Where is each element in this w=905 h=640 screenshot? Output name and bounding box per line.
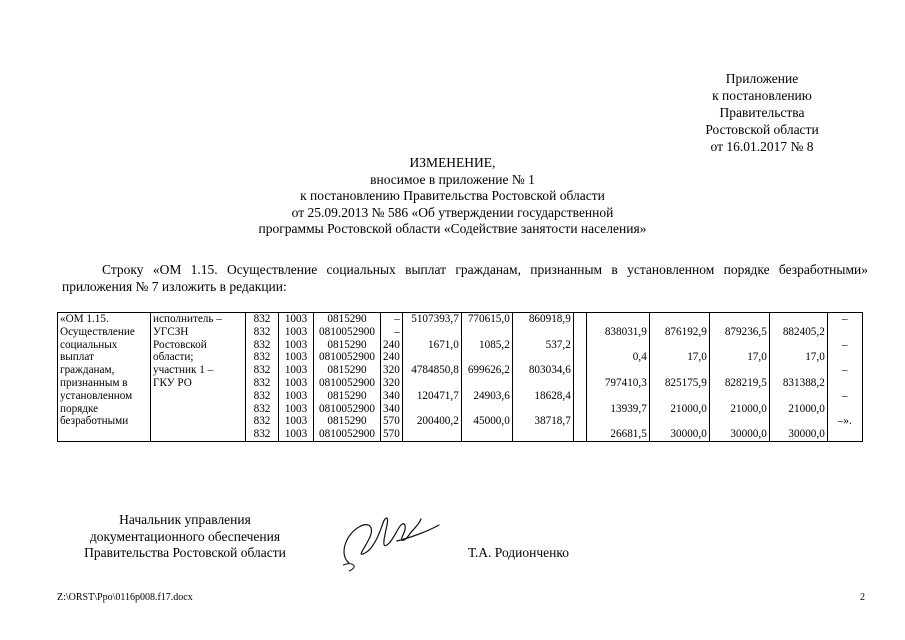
amount-cell: 803034,6 (512, 364, 573, 377)
amount-cell: 4784850,8 (402, 364, 461, 377)
amount-cell: 5107393,7 (402, 313, 461, 326)
amount-cell: 13939,7 (586, 403, 649, 416)
expense-type-cell: 340 (381, 403, 403, 416)
section-code-cell: 1003 (279, 428, 314, 441)
amount-cell: 882405,2 (769, 326, 827, 339)
handwritten-signature (335, 505, 445, 575)
appendix-line: от 16.01.2017 № 8 (710, 139, 814, 154)
amount-cell (649, 364, 709, 377)
amount-cell (512, 377, 573, 390)
amount-cell: 200400,2 (402, 415, 461, 428)
amount-cell (769, 364, 827, 377)
amount-cell (586, 364, 649, 377)
amount-cell: 828219,5 (709, 377, 769, 390)
heading-line: ИЗМЕНЕНИЕ, (409, 155, 496, 170)
budget-code-cell: 832 (246, 377, 279, 390)
target-article-cell: 0815290 (314, 339, 381, 352)
section-code-cell: 1003 (279, 403, 314, 416)
executor-cell: УГСЗН (151, 326, 246, 339)
section-code-cell: 1003 (279, 339, 314, 352)
amount-cell (461, 326, 512, 339)
measure-name-cell: социальных (58, 339, 151, 352)
table-row (58, 326, 863, 339)
amount-cell: 24903,6 (461, 390, 512, 403)
amount-cell: 1671,0 (402, 339, 461, 352)
table-row (58, 390, 863, 403)
amount-cell (461, 351, 512, 364)
heading-line: вносимое в приложение № 1 (370, 171, 535, 187)
appendix-line: Правительства (719, 105, 805, 120)
amount-cell: 30000,0 (649, 428, 709, 441)
budget-code-cell: 832 (246, 428, 279, 441)
amount-cell: 21000,0 (649, 403, 709, 416)
budget-code-cell: 832 (246, 326, 279, 339)
signatory-title (60, 512, 310, 562)
expense-type-cell: 320 (381, 364, 403, 377)
executor-cell: области; (151, 351, 246, 364)
amount-cell (512, 403, 573, 416)
amount-cell: 120471,7 (402, 390, 461, 403)
expense-type-cell: 240 (381, 339, 403, 352)
amount-cell: 699626,2 (461, 364, 512, 377)
page-number: 2 (860, 592, 865, 603)
amount-cell (461, 403, 512, 416)
amount-cell: 797410,3 (586, 377, 649, 390)
target-article-cell: 0815290 (314, 415, 381, 428)
budget-code-cell: 832 (246, 415, 279, 428)
measure-name-cell: признанным в (58, 377, 151, 390)
amount-cell (709, 390, 769, 403)
target-article-cell: 0815290 (314, 390, 381, 403)
budget-code-cell: 832 (246, 351, 279, 364)
amount-cell: 876192,9 (649, 326, 709, 339)
note-cell: – (827, 364, 862, 377)
measure-name-cell: «ОМ 1.15. (58, 313, 151, 326)
empty-cell (573, 390, 586, 403)
amount-cell (769, 390, 827, 403)
executor-cell: исполнитель – (151, 313, 246, 326)
note-cell (827, 403, 862, 416)
note-cell: –». (827, 415, 862, 428)
budget-code-cell: 832 (246, 313, 279, 326)
amount-cell: 21000,0 (709, 403, 769, 416)
measure-name-cell: порядке (58, 403, 151, 416)
amount-cell (402, 377, 461, 390)
signatory-name: Т.А. Родионченко (468, 545, 569, 560)
document-heading (0, 155, 905, 238)
amount-cell: 17,0 (709, 351, 769, 364)
empty-cell (573, 313, 586, 326)
measure-name-cell: Осуществление (58, 326, 151, 339)
amount-cell: 1085,2 (461, 339, 512, 352)
amount-cell (709, 313, 769, 326)
amount-cell (586, 415, 649, 428)
amount-cell: 30000,0 (769, 428, 827, 441)
budget-code-cell: 832 (246, 390, 279, 403)
amount-cell: 770615,0 (461, 313, 512, 326)
appendix-line: к постановлению (712, 88, 812, 103)
empty-cell (573, 415, 586, 428)
expense-type-cell: 320 (381, 377, 403, 390)
signatory-title-line: документационного обеспечения (89, 528, 281, 544)
appendix-line: Ростовской области (705, 122, 819, 137)
table-row (58, 415, 863, 428)
expense-type-cell: – (381, 313, 403, 326)
amount-cell: 0,4 (586, 351, 649, 364)
table-row (58, 364, 863, 377)
amount-cell (461, 428, 512, 441)
heading-line: от 25.09.2013 № 586 «Об утверждении государственной (291, 204, 614, 220)
table-row (58, 313, 863, 326)
expense-type-cell: 570 (381, 415, 403, 428)
executor-cell (151, 428, 246, 441)
measure-name-cell: безработными (58, 415, 151, 428)
amount-cell: 879236,5 (709, 326, 769, 339)
empty-cell (573, 377, 586, 390)
appendix-line: Приложение (725, 71, 799, 86)
measure-name-cell: гражданам, (58, 364, 151, 377)
table-row (58, 403, 863, 416)
target-article-cell: 0815290 (314, 364, 381, 377)
note-cell (827, 428, 862, 441)
section-code-cell: 1003 (279, 351, 314, 364)
intro-paragraph: Строку «ОМ 1.15. Осуществление социальных выплат гражданам, признанным в установленном порядке безработными» приложения № 7 изложить в редакции: (62, 262, 868, 294)
empty-cell (573, 351, 586, 364)
amount-cell (649, 415, 709, 428)
table-row (58, 377, 863, 390)
amount-cell (512, 351, 573, 364)
amount-cell: 17,0 (649, 351, 709, 364)
amount-cell (512, 428, 573, 441)
amount-cell (649, 339, 709, 352)
amount-cell: 537,2 (512, 339, 573, 352)
amount-cell: 30000,0 (709, 428, 769, 441)
amount-cell (586, 313, 649, 326)
amount-cell (769, 313, 827, 326)
section-code-cell: 1003 (279, 377, 314, 390)
expense-type-cell: 570 (381, 428, 403, 441)
measure-name-cell: выплат (58, 351, 151, 364)
note-cell: – (827, 313, 862, 326)
amount-cell: 18628,4 (512, 390, 573, 403)
target-article-cell: 0815290 (314, 313, 381, 326)
expense-type-cell: 340 (381, 390, 403, 403)
target-article-cell: 0810052900 (314, 351, 381, 364)
table-row (58, 339, 863, 352)
budget-code-cell: 832 (246, 403, 279, 416)
amount-cell (649, 390, 709, 403)
amount-cell: 860918,9 (512, 313, 573, 326)
target-article-cell: 0810052900 (314, 428, 381, 441)
empty-cell (573, 339, 586, 352)
amount-cell (709, 415, 769, 428)
amount-cell: 831388,2 (769, 377, 827, 390)
executor-cell: участник 1 – (151, 364, 246, 377)
section-code-cell: 1003 (279, 415, 314, 428)
heading-line: программы Ростовской области «Содействие занятости населения» (258, 221, 647, 236)
heading-line: к постановлению Правительства Ростовской области (300, 188, 605, 203)
note-cell (827, 351, 862, 364)
amount-cell (769, 415, 827, 428)
measure-name-cell (58, 428, 151, 441)
expense-type-cell: 240 (381, 351, 403, 364)
expense-type-cell: – (381, 326, 403, 339)
changes-table (57, 312, 863, 442)
target-article-cell: 0810052900 (314, 403, 381, 416)
amount-cell (649, 313, 709, 326)
signatory-title-line: Правительства Ростовской области (84, 545, 286, 560)
executor-cell (151, 415, 246, 428)
note-cell (827, 377, 862, 390)
section-code-cell: 1003 (279, 326, 314, 339)
note-cell (827, 326, 862, 339)
section-code-cell: 1003 (279, 390, 314, 403)
amount-cell (402, 403, 461, 416)
signatory-title-line: Начальник управления (119, 512, 251, 527)
amount-cell (709, 339, 769, 352)
file-path: Z:\ORST\Ppo\0116p008.f17.docx (57, 592, 193, 603)
amount-cell (512, 326, 573, 339)
note-cell: – (827, 339, 862, 352)
amount-cell (586, 339, 649, 352)
amount-cell: 838031,9 (586, 326, 649, 339)
amount-cell (769, 339, 827, 352)
amount-cell (586, 390, 649, 403)
amount-cell: 21000,0 (769, 403, 827, 416)
amount-cell (709, 364, 769, 377)
empty-cell (573, 326, 586, 339)
amount-cell: 38718,7 (512, 415, 573, 428)
appendix-block (672, 70, 852, 155)
empty-cell (573, 364, 586, 377)
target-article-cell: 0810052900 (314, 326, 381, 339)
budget-code-cell: 832 (246, 339, 279, 352)
section-code-cell: 1003 (279, 364, 314, 377)
amount-cell (461, 377, 512, 390)
amount-cell: 45000,0 (461, 415, 512, 428)
note-cell: – (827, 390, 862, 403)
executor-cell (151, 403, 246, 416)
amount-cell: 825175,9 (649, 377, 709, 390)
amount-cell (402, 351, 461, 364)
budget-code-cell: 832 (246, 364, 279, 377)
amount-cell (402, 428, 461, 441)
measure-name-cell: установленном (58, 390, 151, 403)
executor-cell: Ростовской (151, 339, 246, 352)
executor-cell (151, 390, 246, 403)
table-row (58, 351, 863, 364)
section-code-cell: 1003 (279, 313, 314, 326)
amount-cell: 17,0 (769, 351, 827, 364)
table-row (58, 428, 863, 441)
amount-cell: 26681,5 (586, 428, 649, 441)
target-article-cell: 0810052900 (314, 377, 381, 390)
executor-cell: ГКУ РО (151, 377, 246, 390)
amount-cell (402, 326, 461, 339)
empty-cell (573, 428, 586, 441)
empty-cell (573, 403, 586, 416)
